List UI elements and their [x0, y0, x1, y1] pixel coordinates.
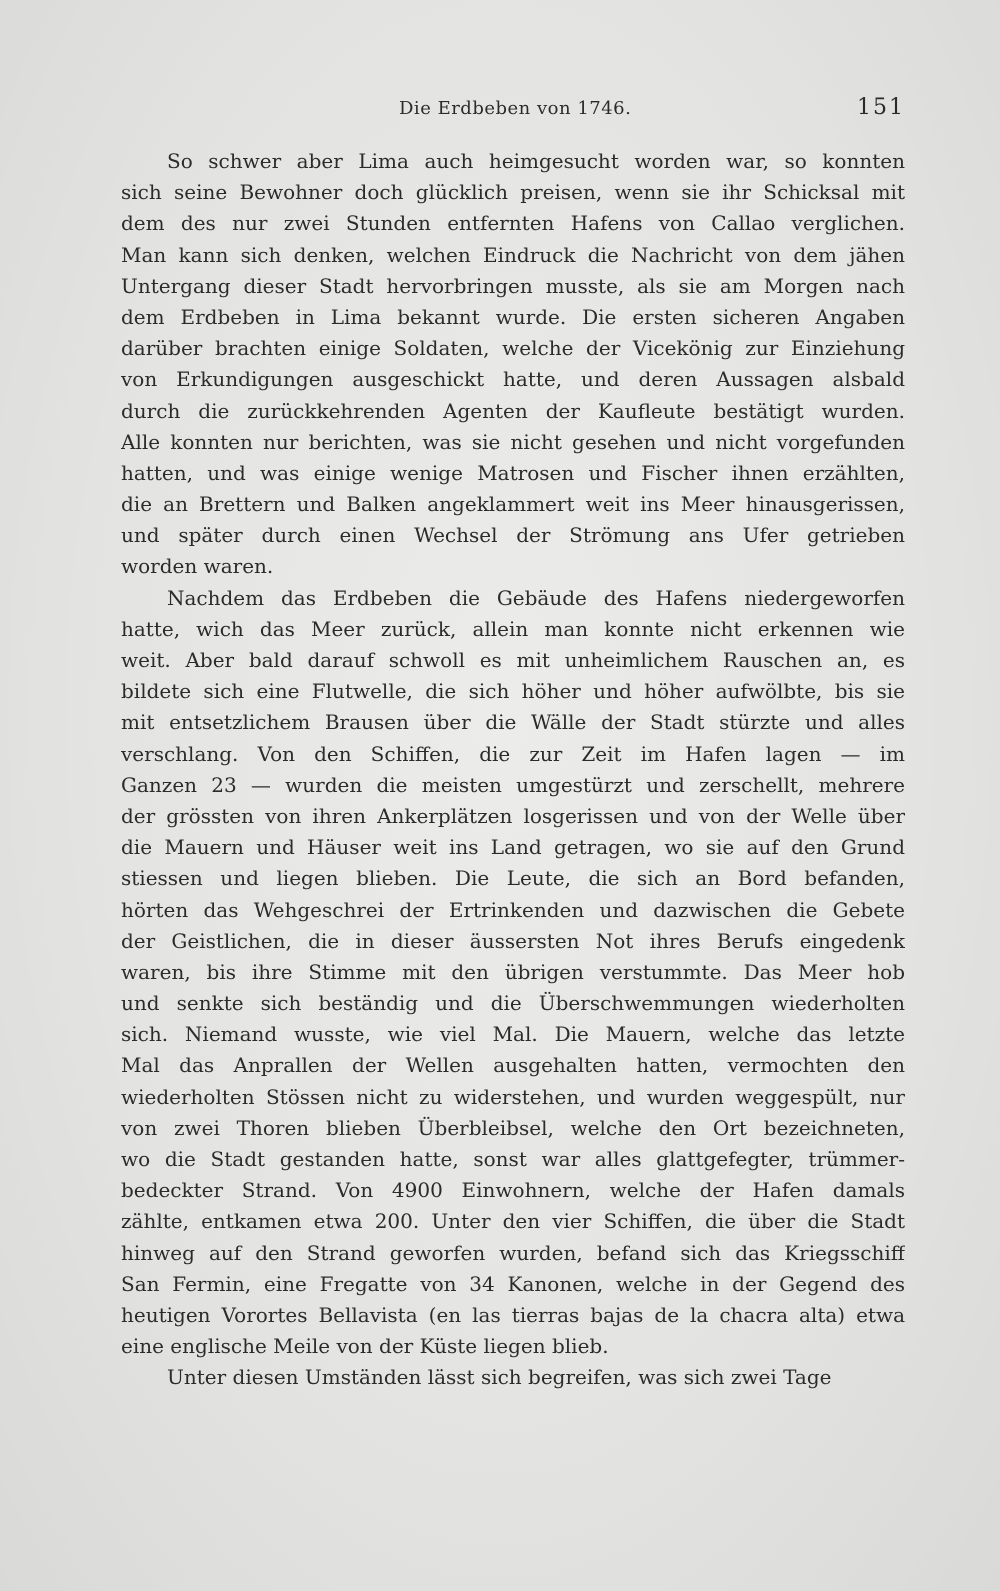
- text-line: bedeckter Strand. Von 4900 Einwohnern, welche der Hafen damals: [121, 1178, 905, 1203]
- text-line: dem des nur zwei Stunden entfernten Hafens von Callao verglichen.: [121, 211, 905, 236]
- text-line: sich. Niemand wusste, wie viel Mal. Die Mauern, welche das letzte: [121, 1022, 905, 1047]
- text-line: verschlang. Von den Schiffen, die zur Zeit im Hafen lagen — im: [121, 741, 905, 766]
- text-line: und später durch einen Wechsel der Strömung ans Ufer getrieben: [121, 523, 905, 548]
- text-line: hatten, und was einige wenige Matrosen und Fischer ihnen erzählten,: [121, 460, 905, 485]
- text-line: Alle konnten nur berichten, was sie nicht gesehen und nicht vorgefunden: [121, 429, 905, 454]
- text-line: heutigen Vorortes Bellavista (en las tierras bajas de la chacra alta) etwa: [121, 1302, 905, 1327]
- text-line: und senkte sich beständig und die Überschwemmungen wiederholten: [121, 991, 905, 1016]
- text-line: bildete sich eine Flutwelle, die sich höher und höher aufwölbte, bis sie: [121, 679, 905, 704]
- text-line: die Mauern und Häuser weit ins Land getragen, wo sie auf den Grund: [121, 835, 905, 860]
- text-line: San Fermin, eine Fregatte von 34 Kanonen, welche in der Gegend des: [121, 1271, 905, 1296]
- running-title: Die Erdbeben von 1746.: [399, 98, 632, 119]
- text-line: Man kann sich denken, welchen Eindruck die Nachricht von dem jähen: [121, 242, 905, 267]
- text-line: Ganzen 23 — wurden die meisten umgestürzt und zerschellt, mehrere: [121, 772, 905, 797]
- text-line: stiessen und liegen blieben. Die Leute, die sich an Bord befanden,: [121, 866, 905, 891]
- text-line: mit entsetzlichem Brausen über die Wälle der Stadt stürzte und alles: [121, 710, 905, 735]
- paragraph: [121, 583, 905, 1363]
- text-line: von Erkundigungen ausgeschickt hatte, und deren Aussagen alsbald: [121, 367, 905, 392]
- text-line: worden waren.: [121, 554, 274, 579]
- text-line: dem Erdbeben in Lima bekannt wurde. Die ersten sicheren Angaben: [121, 304, 905, 329]
- paragraph: [121, 1362, 905, 1393]
- text-line: wiederholten Stössen nicht zu widerstehen, und wurden weggespült, nur: [121, 1084, 905, 1109]
- text-line: sich seine Bewohner doch glücklich preisen, wenn sie ihr Schicksal mit: [121, 180, 905, 205]
- text-line: Unter diesen Umständen lässt sich begreifen, was sich zwei Tage: [167, 1365, 832, 1390]
- text-line: So schwer aber Lima auch heimgesucht worden war, so konnten: [167, 149, 905, 173]
- text-line: durch die zurückkehrenden Agenten der Kaufleute bestätigt wurden.: [121, 398, 905, 423]
- body-text: [121, 146, 905, 1394]
- text-line: hinweg auf den Strand geworfen wurden, befand sich das Kriegsschiff: [121, 1240, 905, 1265]
- text-line: eine englische Meile von der Küste liegen blieb.: [121, 1334, 609, 1359]
- text-line: darüber brachten einige Soldaten, welche der Vicekönig zur Einziehung: [121, 336, 905, 361]
- text-line: Nachdem das Erdbeben die Gebäude des Hafens niedergeworfen: [167, 585, 905, 610]
- page-number: 151: [857, 95, 905, 120]
- text-line: hörten das Wehgeschrei der Ertrinkenden und dazwischen die Gebete: [121, 897, 905, 922]
- text-line: waren, bis ihre Stimme mit den übrigen verstummte. Das Meer hob: [121, 959, 905, 984]
- paragraph: [121, 146, 905, 583]
- text-line: Untergang dieser Stadt hervorbringen musste, als sie am Morgen nach: [121, 273, 905, 298]
- text-line: der Geistlichen, die in dieser äussersten Not ihres Berufs eingedenk: [121, 928, 905, 953]
- text-line: wo die Stadt gestanden hatte, sonst war alles glattgefegter, trümmer-: [121, 1147, 905, 1171]
- text-line: von zwei Thoren blieben Überbleibsel, welche den Ort bezeichneten,: [121, 1115, 905, 1140]
- running-head: [120, 93, 905, 129]
- text-line: der grössten von ihren Ankerplätzen losgerissen und von der Welle über: [121, 803, 905, 828]
- text-line: die an Brettern und Balken angeklammert weit ins Meer hinausgerissen,: [121, 492, 905, 517]
- text-line: hatte, wich das Meer zurück, allein man konnte nicht erkennen wie: [121, 616, 905, 641]
- text-line: Mal das Anprallen der Wellen ausgehalten hatten, vermochten den: [121, 1053, 905, 1078]
- text-line: zählte, entkamen etwa 200. Unter den vier Schiffen, die über die Stadt: [121, 1209, 905, 1234]
- text-line: weit. Aber bald darauf schwoll es mit unheimlichem Rauschen an, es: [121, 648, 905, 672]
